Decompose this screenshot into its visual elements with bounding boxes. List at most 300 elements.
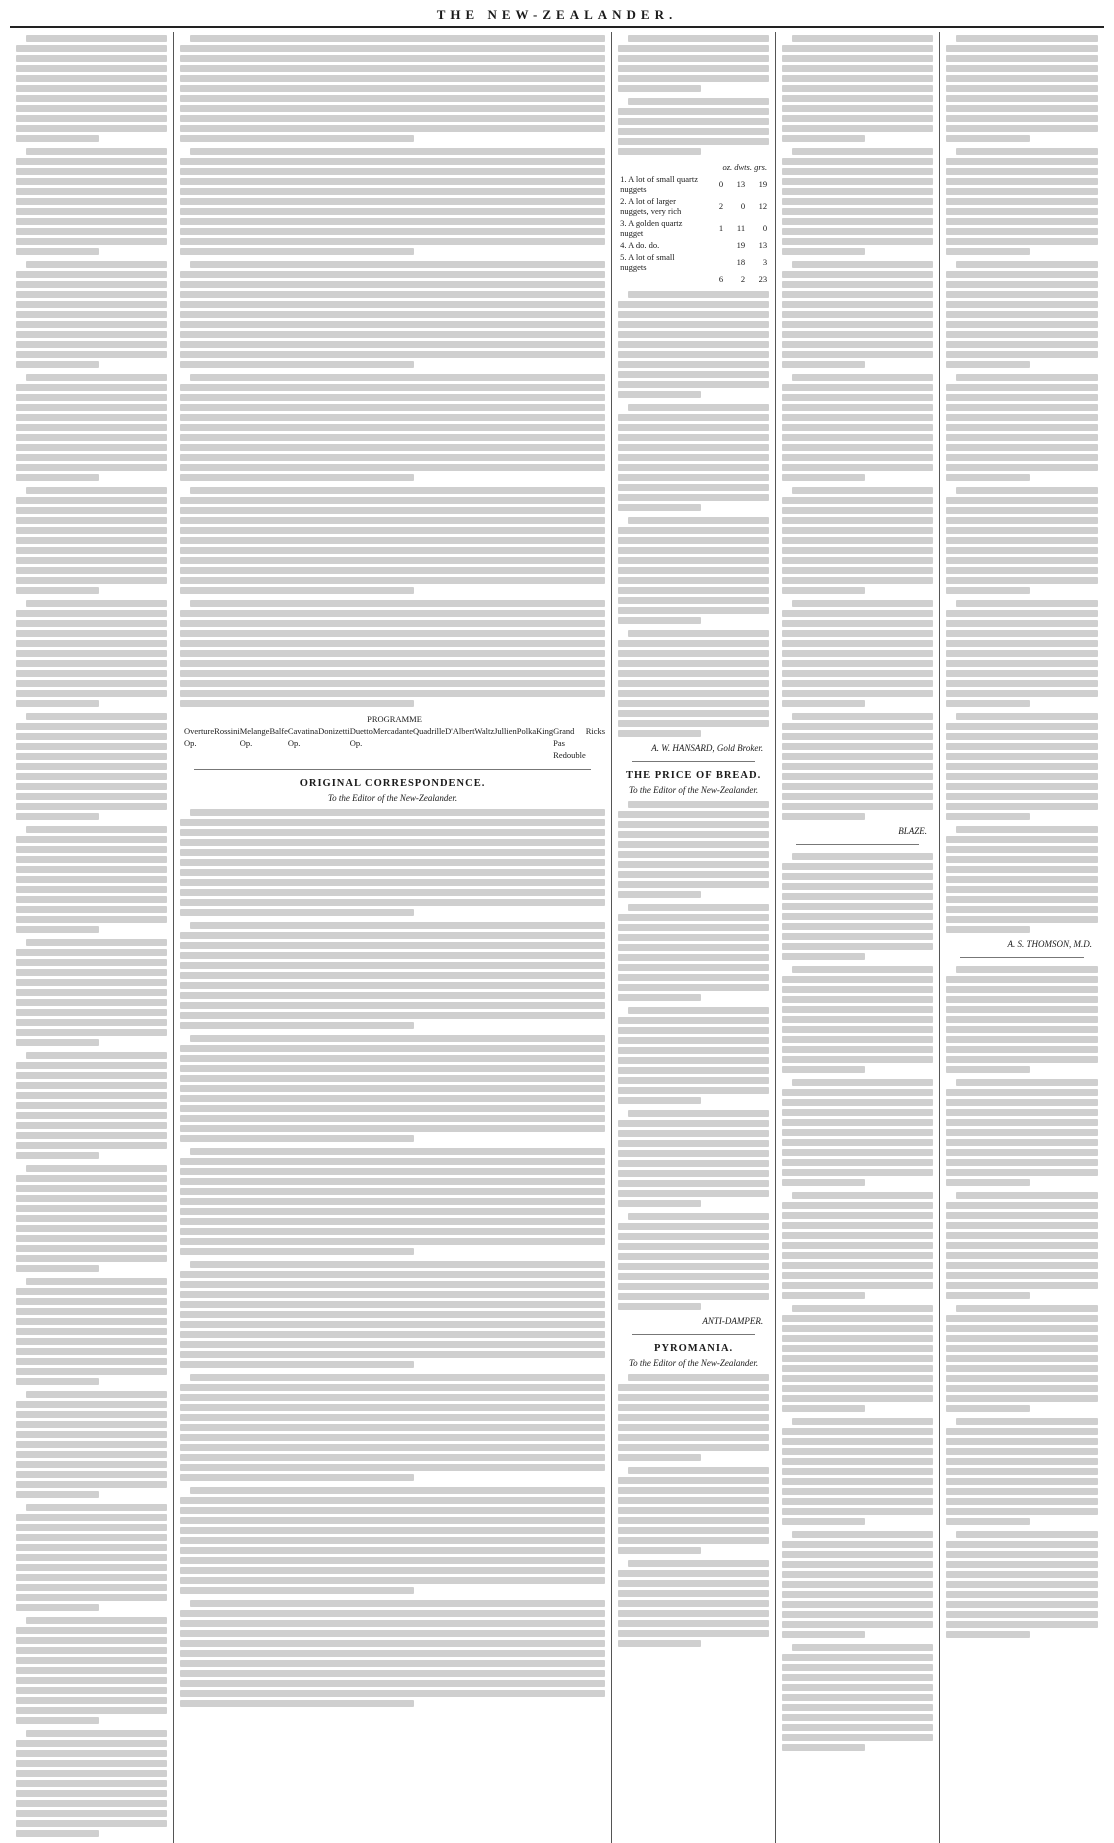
- text-line: [782, 384, 933, 391]
- text-line: [782, 1704, 933, 1711]
- text-line: [782, 1518, 865, 1525]
- article-paragraph: [618, 404, 769, 511]
- text-line: [618, 45, 769, 52]
- column-5-top: [946, 35, 1098, 933]
- text-line: [16, 507, 167, 514]
- text-line: [26, 1504, 167, 1511]
- text-line: [16, 660, 167, 667]
- text-line: [180, 321, 605, 328]
- text-line: [628, 291, 769, 298]
- text-line: [956, 600, 1098, 607]
- text-line: [618, 1223, 769, 1230]
- column-2-bottom: [180, 809, 605, 1707]
- text-line: [190, 35, 605, 42]
- text-line: [782, 1428, 933, 1435]
- text-line: [946, 1026, 1098, 1033]
- text-line: [16, 444, 167, 451]
- text-line: [16, 1431, 167, 1438]
- text-line: [946, 1355, 1098, 1362]
- text-line: [180, 1002, 605, 1009]
- text-line: [618, 311, 769, 318]
- text-line: [946, 188, 1098, 195]
- text-line: [946, 1169, 1098, 1176]
- text-line: [782, 610, 933, 617]
- text-line: [180, 547, 605, 554]
- text-line: [180, 1620, 605, 1627]
- text-line: [946, 454, 1098, 461]
- text-line: [26, 487, 167, 494]
- text-line: [618, 1017, 769, 1024]
- text-line: [792, 374, 933, 381]
- text-line: [618, 547, 769, 554]
- text-line: [180, 1464, 605, 1471]
- article-paragraph: [782, 261, 933, 368]
- text-line: [782, 1405, 865, 1412]
- column-3: [612, 32, 776, 1843]
- text-line: [618, 1200, 701, 1207]
- article-paragraph: [180, 487, 605, 594]
- original-correspondence-heading: ORIGINAL CORRESPONDENCE.: [299, 778, 486, 789]
- text-line: [618, 871, 769, 878]
- text-line: [618, 381, 769, 388]
- text-line: [16, 1255, 167, 1262]
- text-line: [782, 1355, 933, 1362]
- text-line: [180, 188, 605, 195]
- gold-oz: 0: [718, 179, 724, 189]
- text-line: [180, 434, 605, 441]
- text-line: [16, 105, 167, 112]
- programme-composer: Mercadante: [372, 726, 413, 736]
- text-line: [782, 1026, 933, 1033]
- text-line: [782, 507, 933, 514]
- text-line: [782, 1325, 933, 1332]
- text-line: [946, 690, 1098, 697]
- text-line: [618, 1170, 769, 1177]
- text-line: [946, 444, 1098, 451]
- article-paragraph: [946, 261, 1098, 368]
- text-line: [26, 35, 167, 42]
- text-line: [782, 680, 933, 687]
- article-paragraph: [180, 1148, 605, 1255]
- text-line: [180, 1507, 605, 1514]
- text-line: [782, 1744, 865, 1751]
- text-line: [946, 773, 1098, 780]
- text-line: [618, 361, 769, 368]
- text-line: [782, 567, 933, 574]
- text-line: [16, 1298, 167, 1305]
- text-line: [792, 148, 933, 155]
- article-paragraph: [16, 600, 167, 707]
- text-line: [618, 851, 769, 858]
- text-line: [180, 464, 605, 471]
- text-line: [956, 826, 1098, 833]
- text-line: [946, 670, 1098, 677]
- text-line: [618, 527, 769, 534]
- text-line: [946, 793, 1098, 800]
- text-line: [16, 1534, 167, 1541]
- text-line: [946, 1242, 1098, 1249]
- text-line: [16, 1647, 167, 1654]
- gold-dwts: 18: [736, 257, 746, 267]
- text-line: [782, 115, 933, 122]
- text-line: [618, 964, 769, 971]
- text-line: [16, 1750, 167, 1757]
- text-line: [190, 809, 605, 816]
- text-line: [792, 966, 933, 973]
- text-line: [956, 1418, 1098, 1425]
- text-line: [618, 1190, 769, 1197]
- text-line: [180, 1178, 605, 1185]
- text-line: [946, 1212, 1098, 1219]
- text-line: [16, 650, 167, 657]
- text-line: [946, 331, 1098, 338]
- text-line: [180, 248, 414, 255]
- text-line: [628, 98, 769, 105]
- text-line: [16, 773, 167, 780]
- text-line: [180, 620, 605, 627]
- text-line: [16, 856, 167, 863]
- text-line: [956, 966, 1098, 973]
- text-line: [618, 504, 701, 511]
- text-line: [180, 394, 605, 401]
- text-line: [16, 301, 167, 308]
- text-line: [180, 1045, 605, 1052]
- text-line: [16, 1082, 167, 1089]
- gold-row: [618, 251, 769, 273]
- text-line: [946, 321, 1098, 328]
- text-line: [618, 1590, 769, 1597]
- text-line: [782, 733, 933, 740]
- article-paragraph: [16, 148, 167, 255]
- text-line: [16, 45, 167, 52]
- text-line: [26, 1391, 167, 1398]
- text-line: [16, 1687, 167, 1694]
- text-line: [16, 876, 167, 883]
- text-line: [946, 630, 1098, 637]
- article-paragraph: [618, 630, 769, 737]
- pyromania-heading: PYROMANIA.: [654, 1343, 734, 1354]
- text-line: [16, 1770, 167, 1777]
- article-paragraph: [946, 1531, 1098, 1638]
- text-line: [180, 1065, 605, 1072]
- text-line: [946, 384, 1098, 391]
- text-line: [628, 517, 769, 524]
- text-line: [782, 660, 933, 667]
- text-line: [782, 1571, 933, 1578]
- text-line: [16, 1029, 167, 1036]
- gold-oz: [703, 251, 725, 273]
- text-line: [782, 1385, 933, 1392]
- text-line: [618, 1477, 769, 1484]
- text-line: [618, 1640, 701, 1647]
- text-line: [782, 587, 865, 594]
- text-line: [16, 969, 167, 976]
- text-line: [180, 281, 605, 288]
- text-line: [16, 1461, 167, 1468]
- text-line: [946, 45, 1098, 52]
- text-line: [16, 321, 167, 328]
- text-line: [180, 1228, 605, 1235]
- text-line: [618, 1130, 769, 1137]
- text-line: [618, 1077, 769, 1084]
- text-line: [180, 474, 414, 481]
- text-line: [946, 1508, 1098, 1515]
- text-line: [16, 700, 99, 707]
- article-paragraph: [782, 487, 933, 594]
- text-line: [782, 444, 933, 451]
- text-line: [180, 218, 605, 225]
- text-line: [180, 1095, 605, 1102]
- text-line: [946, 105, 1098, 112]
- text-line: [180, 424, 605, 431]
- text-line: [946, 1109, 1098, 1116]
- text-line: [16, 208, 167, 215]
- text-line: [628, 35, 769, 42]
- text-line: [946, 640, 1098, 647]
- text-line: [946, 1468, 1098, 1475]
- column-4: [776, 32, 940, 1843]
- text-line: [782, 1551, 933, 1558]
- text-line: [782, 1591, 933, 1598]
- article-paragraph: [16, 35, 167, 142]
- text-line: [180, 1341, 605, 1348]
- text-line: [180, 952, 605, 959]
- text-line: [946, 228, 1098, 235]
- text-line: [782, 1149, 933, 1156]
- text-line: [946, 158, 1098, 165]
- article-paragraph: [618, 1560, 769, 1647]
- text-line: [628, 1560, 769, 1567]
- article-paragraph: [16, 1504, 167, 1611]
- text-line: [782, 228, 933, 235]
- divider: [194, 769, 591, 770]
- text-line: [946, 916, 1098, 923]
- text-line: [16, 474, 99, 481]
- article-paragraph: [946, 374, 1098, 481]
- text-line: [782, 1601, 933, 1608]
- text-line: [946, 178, 1098, 185]
- text-line: [946, 341, 1098, 348]
- anti-damper-signature: ANTI-DAMPER.: [702, 1316, 764, 1326]
- text-line: [792, 713, 933, 720]
- text-line: [618, 1444, 769, 1451]
- article-paragraph: [16, 374, 167, 481]
- text-line: [782, 1089, 933, 1096]
- text-line: [782, 1488, 933, 1495]
- text-line: [618, 371, 769, 378]
- text-line: [16, 341, 167, 348]
- text-line: [16, 1009, 167, 1016]
- text-line: [180, 1610, 605, 1617]
- text-line: [180, 1660, 605, 1667]
- column-4-bottom: [782, 853, 933, 1751]
- programme-title: PROGRAMME: [367, 714, 422, 724]
- text-line: [180, 1361, 414, 1368]
- text-line: [180, 1587, 414, 1594]
- text-line: [946, 1159, 1098, 1166]
- text-line: [180, 1281, 605, 1288]
- text-line: [956, 487, 1098, 494]
- text-line: [946, 547, 1098, 554]
- text-line: [180, 1680, 605, 1687]
- text-line: [16, 1112, 167, 1119]
- text-line: [16, 1401, 167, 1408]
- text-line: [618, 974, 769, 981]
- text-line: [782, 424, 933, 431]
- text-line: [782, 208, 933, 215]
- text-line: [180, 829, 605, 836]
- gold-oz: 2: [718, 201, 724, 211]
- text-line: [782, 1694, 933, 1701]
- text-line: [782, 943, 933, 950]
- text-line: [16, 723, 167, 730]
- text-line: [792, 487, 933, 494]
- text-line: [190, 374, 605, 381]
- text-line: [16, 733, 167, 740]
- gold-units: oz. dwts. grs.: [722, 162, 768, 172]
- text-line: [618, 597, 769, 604]
- text-line: [16, 567, 167, 574]
- text-line: [782, 1674, 933, 1681]
- text-line: [782, 1395, 933, 1402]
- text-line: [946, 95, 1098, 102]
- text-line: [190, 922, 605, 929]
- text-line: [16, 1584, 167, 1591]
- text-line: [618, 891, 701, 898]
- article-paragraph: [618, 1007, 769, 1104]
- text-line: [16, 497, 167, 504]
- text-line: [26, 1730, 167, 1737]
- text-line: [782, 933, 933, 940]
- text-line: [180, 404, 605, 411]
- text-line: [782, 690, 933, 697]
- programme-composer: Jullien: [494, 726, 517, 736]
- article-paragraph: [946, 1079, 1098, 1186]
- text-line: [618, 1047, 769, 1054]
- text-line: [180, 1351, 605, 1358]
- text-line: [946, 218, 1098, 225]
- text-line: [26, 148, 167, 155]
- text-line: [782, 404, 933, 411]
- article-paragraph: [180, 1600, 605, 1707]
- text-line: [946, 115, 1098, 122]
- text-line: [180, 115, 605, 122]
- text-line: [618, 811, 769, 818]
- text-line: [946, 497, 1098, 504]
- text-line: [618, 1067, 769, 1074]
- article-paragraph: [782, 966, 933, 1073]
- text-line: [618, 301, 769, 308]
- text-line: [180, 45, 605, 52]
- text-line: [180, 125, 605, 132]
- article-paragraph: [782, 1644, 933, 1751]
- text-line: [180, 1331, 605, 1338]
- text-line: [16, 587, 99, 594]
- text-line: [180, 680, 605, 687]
- programme-piece: Polka: [516, 726, 537, 736]
- text-line: [16, 1524, 167, 1531]
- text-line: [618, 108, 769, 115]
- text-line: [16, 1471, 167, 1478]
- text-line: [16, 198, 167, 205]
- text-line: [782, 45, 933, 52]
- programme-item: [240, 725, 288, 761]
- text-line: [782, 1448, 933, 1455]
- text-line: [16, 999, 167, 1006]
- article-paragraph: [946, 1192, 1098, 1299]
- article-paragraph: [946, 487, 1098, 594]
- blaze-signature: BLAZE.: [898, 826, 928, 836]
- text-line: [618, 1600, 769, 1607]
- text-line: [946, 587, 1030, 594]
- article-paragraph: [782, 374, 933, 481]
- text-line: [180, 1414, 605, 1421]
- text-line: [618, 1303, 701, 1310]
- text-line: [618, 75, 769, 82]
- article-paragraph: [180, 1374, 605, 1481]
- text-line: [946, 1561, 1098, 1568]
- text-line: [618, 1497, 769, 1504]
- text-line: [16, 1481, 167, 1488]
- text-line: [946, 1405, 1030, 1412]
- text-line: [956, 713, 1098, 720]
- text-line: [946, 650, 1098, 657]
- text-line: [618, 670, 769, 677]
- text-line: [946, 1621, 1098, 1628]
- text-line: [180, 158, 605, 165]
- text-line: [618, 424, 769, 431]
- text-line: [180, 1291, 605, 1298]
- article-paragraph: [180, 1487, 605, 1594]
- text-line: [16, 95, 167, 102]
- text-line: [16, 1019, 167, 1026]
- text-line: [956, 374, 1098, 381]
- text-line: [782, 1212, 933, 1219]
- text-line: [618, 1243, 769, 1250]
- text-line: [180, 1168, 605, 1175]
- text-line: [946, 577, 1098, 584]
- gold-grs: 13: [758, 240, 768, 250]
- column-4-top: [782, 35, 933, 820]
- gold-row: [618, 239, 769, 251]
- gold-label: 3. A golden quartz nugget: [620, 218, 683, 238]
- article-paragraph: [782, 1531, 933, 1638]
- text-line: [782, 1375, 933, 1382]
- text-line: [782, 281, 933, 288]
- text-line: [16, 135, 99, 142]
- text-line: [628, 630, 769, 637]
- text-line: [782, 75, 933, 82]
- text-line: [782, 1169, 933, 1176]
- text-line: [180, 507, 605, 514]
- text-line: [190, 1374, 605, 1381]
- divider: [796, 844, 919, 845]
- text-line: [618, 720, 769, 727]
- text-line: [782, 271, 933, 278]
- gold-dwts: 11: [736, 223, 746, 233]
- programme-item: [184, 725, 240, 761]
- text-line: [946, 1438, 1098, 1445]
- text-line: [618, 1517, 769, 1524]
- text-line: [782, 640, 933, 647]
- text-line: [946, 1179, 1030, 1186]
- text-line: [618, 321, 769, 328]
- text-line: [26, 374, 167, 381]
- text-line: [956, 1192, 1098, 1199]
- text-line: [16, 1667, 167, 1674]
- text-line: [180, 517, 605, 524]
- gold-label: 1. A lot of small quartz nuggets: [620, 174, 699, 194]
